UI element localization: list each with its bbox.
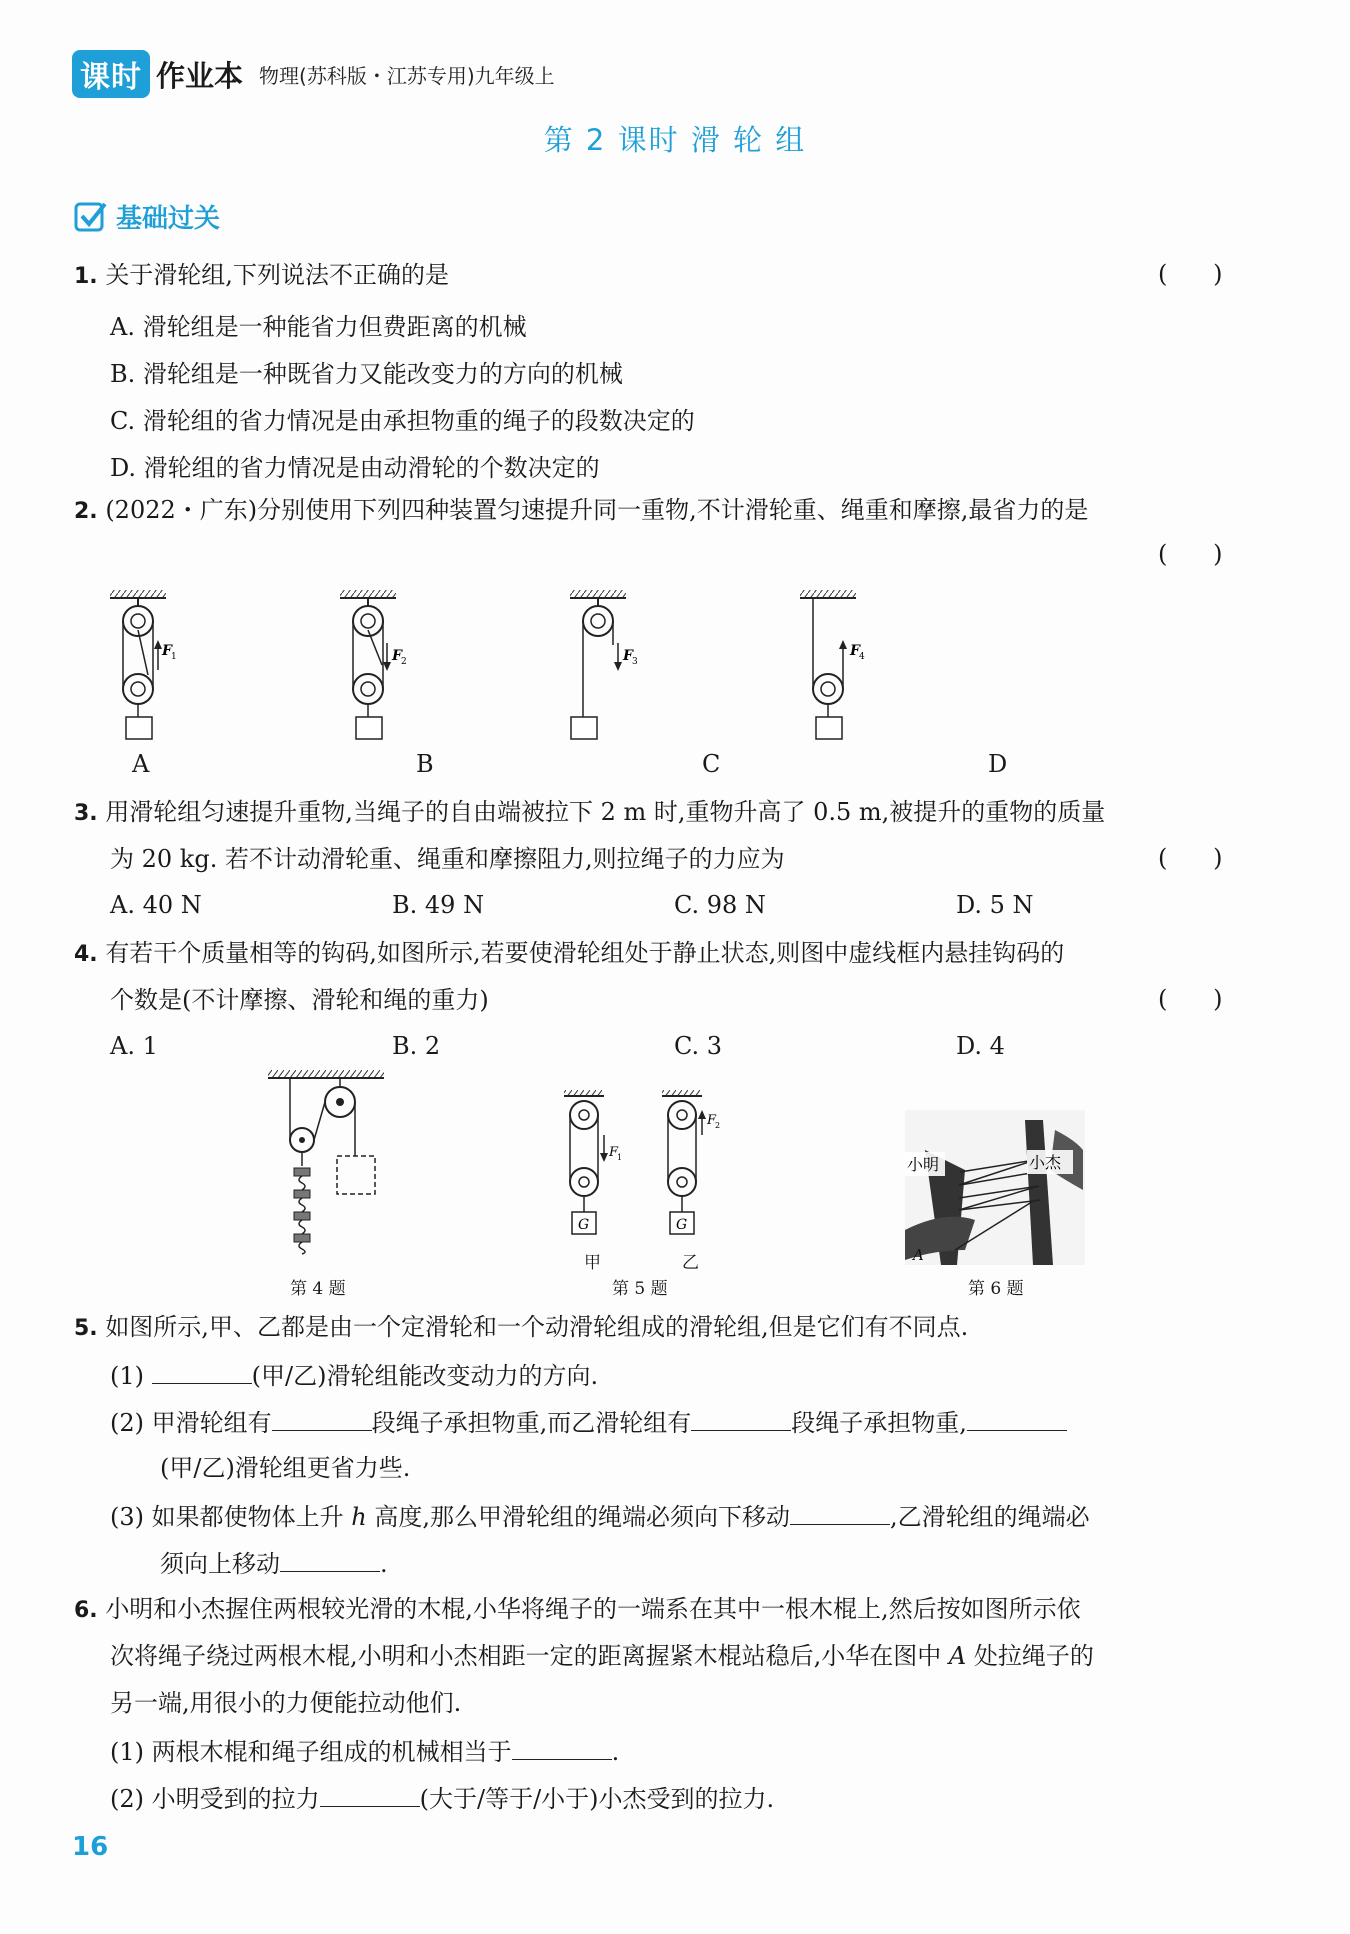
question-number: 5.	[74, 1316, 98, 1341]
svg-text:1: 1	[171, 652, 177, 662]
q2-stem	[74, 495, 1088, 527]
label-point-a: A	[913, 1246, 924, 1264]
force-label-f4: F	[850, 643, 860, 659]
figure-label-b: B	[416, 750, 434, 778]
q5-part2-line2: (甲/乙)滑轮组更省力些.	[160, 1454, 411, 1482]
q2-answer-paren[interactable]: ( )	[1158, 540, 1223, 568]
q3-line1	[74, 797, 1105, 829]
q1-answer-paren[interactable]: ( )	[1158, 260, 1223, 288]
q4-option-a: A. 1	[110, 1032, 158, 1060]
q3-option-b: B. 49 N	[392, 891, 485, 919]
q1-option-d: D. 滑轮组的省力情况是由动滑轮的个数决定的	[110, 454, 600, 482]
q5-part3-line1: (3) 如果都使物体上升 h 高度,那么甲滑轮组的绳端必须向下移动 ,乙滑轮组的绳端必	[110, 1500, 1090, 1532]
figure-yi	[662, 1090, 720, 1234]
answer-blank[interactable]	[320, 1782, 420, 1807]
lesson-title: 第 2 课时 滑 轮 组	[543, 123, 807, 157]
svg-text:2: 2	[401, 657, 407, 667]
label-jia: 甲	[584, 1253, 601, 1273]
q3-answer-paren[interactable]: ( )	[1158, 844, 1223, 872]
q4-option-b: B. 2	[392, 1032, 441, 1060]
force-label-f3: F	[623, 648, 633, 664]
question-number: 6.	[74, 1598, 98, 1623]
answer-blank[interactable]	[967, 1406, 1067, 1431]
q1-option-a: A. 滑轮组是一种能省力但费距离的机械	[110, 313, 527, 341]
question-number: 4.	[74, 942, 98, 967]
answer-blank[interactable]	[152, 1359, 252, 1384]
svg-text:G: G	[676, 1217, 688, 1233]
question-text: 如图所示,甲、乙都是由一个定滑轮和一个动滑轮组成的滑轮组,但是它们有不同点.	[105, 1313, 969, 1341]
q4-option-d: D. 4	[956, 1032, 1005, 1060]
caption-q4: 第 4 题	[290, 1279, 346, 1299]
q1-stem	[74, 260, 449, 292]
svg-text:2: 2	[715, 1121, 721, 1130]
q3-option-a: A. 40 N	[110, 891, 202, 919]
figure-a	[110, 590, 177, 739]
force-label-f2: F	[392, 648, 402, 664]
question-text: 关于滑轮组,下列说法不正确的是	[105, 261, 449, 289]
svg-text:F: F	[707, 1113, 717, 1128]
figure-d	[800, 590, 865, 739]
q3-option-d: D. 5 N	[956, 891, 1034, 919]
answer-blank[interactable]	[691, 1406, 791, 1431]
q6-line1	[74, 1594, 1081, 1626]
force-label-f1: F	[162, 643, 172, 659]
question-number: 3.	[74, 801, 98, 826]
q5-figure	[560, 1090, 720, 1270]
q6-line3: 另一端,用很小的力便能拉动他们.	[110, 1689, 462, 1717]
question-text: 用滑轮组匀速提升重物,当绳子的自由端被拉下 2 m 时,重物升高了 0.5 m,被提升的重物的质量	[105, 798, 1106, 826]
page-header	[72, 50, 555, 98]
answer-blank[interactable]	[790, 1500, 890, 1525]
brand-text: 作业本	[156, 58, 244, 93]
question-text: 有若干个质量相等的钩码,如图所示,若要使滑轮组处于静止状态,则图中虚线框内悬挂钩码的	[105, 939, 1065, 967]
question-number: 1.	[74, 264, 98, 289]
q4-answer-paren[interactable]: ( )	[1158, 985, 1223, 1013]
figure-label-c: C	[702, 750, 721, 778]
brand-logo	[72, 50, 243, 98]
question-text: 小明和小杰握住两根较光滑的木棍,小华将绳子的一端系在其中一根木棍上,然后按如图所示依	[105, 1595, 1081, 1623]
svg-text:1: 1	[617, 1153, 623, 1162]
answer-blank[interactable]	[280, 1547, 380, 1572]
question-number: 2.	[74, 499, 98, 524]
figure-b	[340, 590, 407, 739]
q3-option-c: C. 98 N	[674, 891, 766, 919]
q3-line2: 为 20 kg. 若不计动滑轮重、绳重和摩擦阻力,则拉绳子的力应为	[110, 845, 785, 873]
brand-badge: 课时	[72, 50, 150, 98]
q5-part1: (1) (甲/乙)滑轮组能改变动力的方向.	[110, 1359, 598, 1391]
answer-blank[interactable]	[272, 1406, 372, 1431]
figure-jia	[564, 1090, 622, 1234]
q4-option-c: C. 3	[674, 1032, 723, 1060]
svg-text:4: 4	[859, 652, 865, 662]
q6-part1: (1) 两根木棍和绳子组成的机械相当于 .	[110, 1735, 619, 1767]
subject-label: 物理(苏科版・江苏专用)九年级上	[259, 63, 555, 88]
q4-line1	[74, 938, 1064, 970]
caption-q5: 第 5 题	[612, 1279, 668, 1299]
label-xiaoming: 小明	[907, 1155, 940, 1174]
label-xiaojie: 小杰	[1029, 1153, 1062, 1172]
q6-part2: (2) 小明受到的拉力 (大于/等于/小于)小杰受到的拉力.	[110, 1782, 774, 1814]
q1-option-c: C. 滑轮组的省力情况是由承担物重的绳子的段数决定的	[110, 407, 695, 435]
figure-c	[570, 590, 638, 739]
q5-part2-line1: (2) 甲滑轮组有 段绳子承担物重,而乙滑轮组有 段绳子承担物重,	[110, 1406, 1067, 1438]
checkbox-icon	[74, 200, 108, 234]
svg-text:3: 3	[632, 657, 638, 667]
figure-label-d: D	[988, 750, 1008, 778]
svg-text:F: F	[609, 1145, 619, 1160]
q4-line2: 个数是(不计摩擦、滑轮和绳的重力)	[110, 986, 489, 1014]
figure-label-a: A	[132, 750, 150, 778]
caption-q6: 第 6 题	[968, 1279, 1024, 1299]
svg-text:G: G	[578, 1217, 590, 1233]
q6-photo	[905, 1110, 1085, 1265]
page-number: 16	[72, 1832, 109, 1862]
q6-line2: 次将绳子绕过两根木棍,小明和小杰相距一定的距离握紧木棍站稳后,小华在图中 A 处拉绳子的	[110, 1642, 1094, 1670]
section-heading	[74, 198, 220, 235]
q4-figure	[260, 1070, 400, 1270]
label-yi: 乙	[682, 1253, 699, 1273]
section-title: 基础过关	[116, 204, 221, 234]
q1-option-b: B. 滑轮组是一种既省力又能改变力的方向的机械	[110, 360, 623, 388]
q5-stem	[74, 1312, 968, 1344]
q5-part3-line2: 须向上移动 .	[160, 1547, 388, 1579]
answer-blank[interactable]	[512, 1735, 612, 1760]
question-text: (2022・广东)分别使用下列四种装置匀速提升同一重物,不计滑轮重、绳重和摩擦,最省力的是	[105, 496, 1089, 524]
